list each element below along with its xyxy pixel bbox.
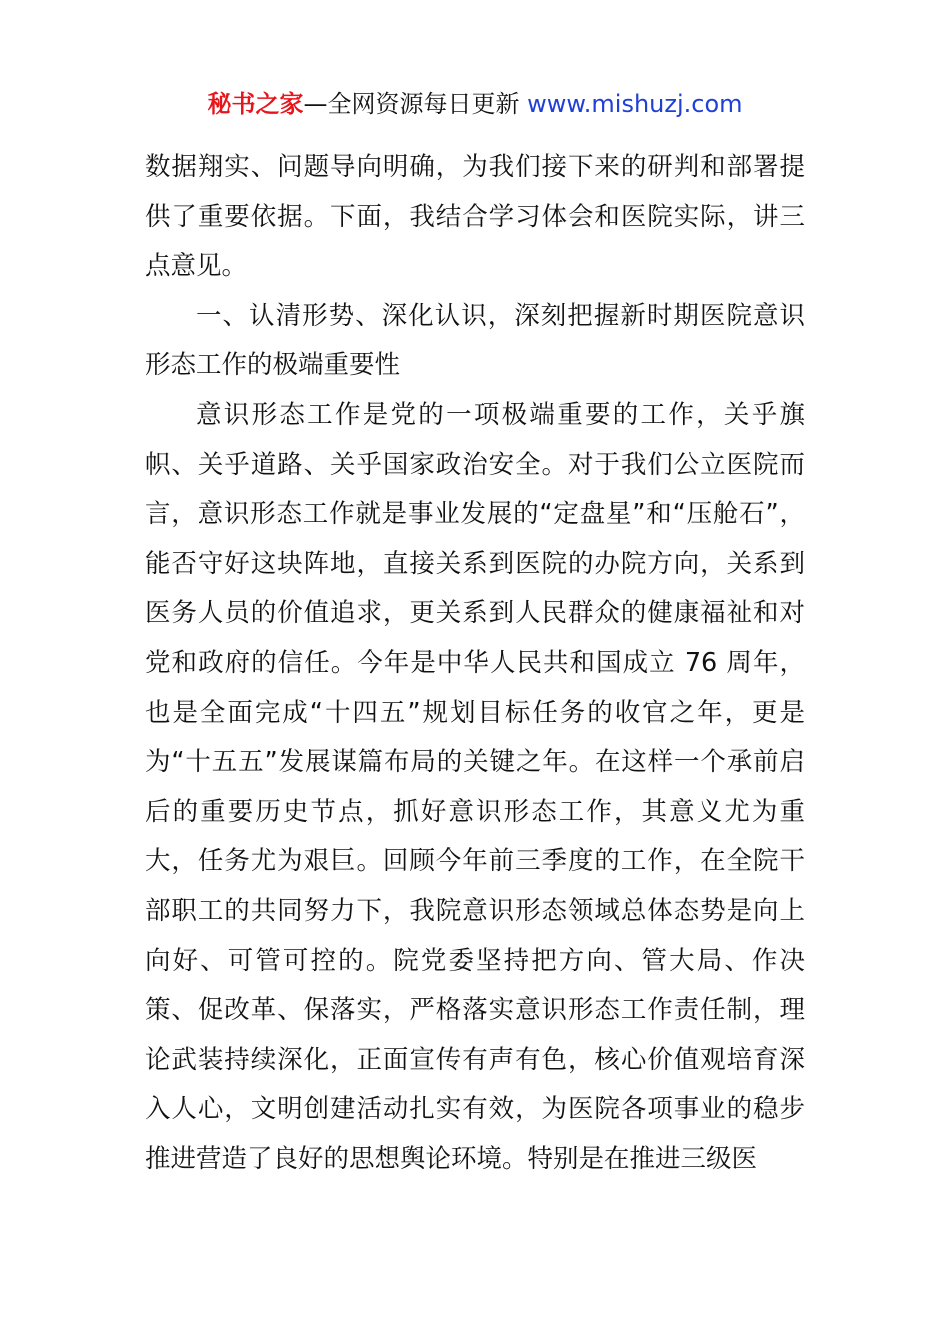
page-header xyxy=(0,84,950,124)
header-tagline: —全网资源每日更新 xyxy=(303,90,528,118)
document-body xyxy=(145,143,805,1184)
paragraph-continuation: 数据翔实、问题导向明确，为我们接下来的研判和部署提供了重要依据。下面，我结合学习体会和医院实际，讲三点意见。 xyxy=(145,152,805,282)
site-url[interactable]: www.mishuzj.com xyxy=(527,90,743,118)
brand-name: 秘书之家 xyxy=(207,90,304,118)
section-heading: 一、认清形势、深化认识，深刻把握新时期医院意识形态工作的极端重要性 xyxy=(145,300,805,381)
paragraph-body: 意识形态工作是党的一项极端重要的工作，关乎旗帜、关乎道路、关乎国家政治安全。对于我们公立医院而言，意识形态工作就是事业发展的“定盘星”和“压舱石”，能否守好这块阵地，直接关系到医院的办院方向，关系到医务人员的价值追求，更关系到人民群众的健康福祉和对党和政府的信任。今年是中华人民共和国成立 76 周年，也是全面完成“十四五”规划目标任务的收官之年，更是为“十五五”发展谋篇布局的关键之年。在这样一个承前启后的重要历史节点，抓好意识形态工作，其意义尤为重大，任务尤为艰巨。回顾今年前三季度的工作，在全院干部职工的共同努力下，我院意识形态领域总体态势是向上向好、可管可控的。院党委坚持把方向、管大局、作决策、促改革、保落实，严格落实意识形态工作责任制，理论武装持续深化，正面宣传有声有色，核心价值观培育深入人心，文明创建活动扎实有效，为医院各项事业的稳步推进营造了良好的思想舆论环境。特别是在推进三级医 xyxy=(145,399,805,1174)
